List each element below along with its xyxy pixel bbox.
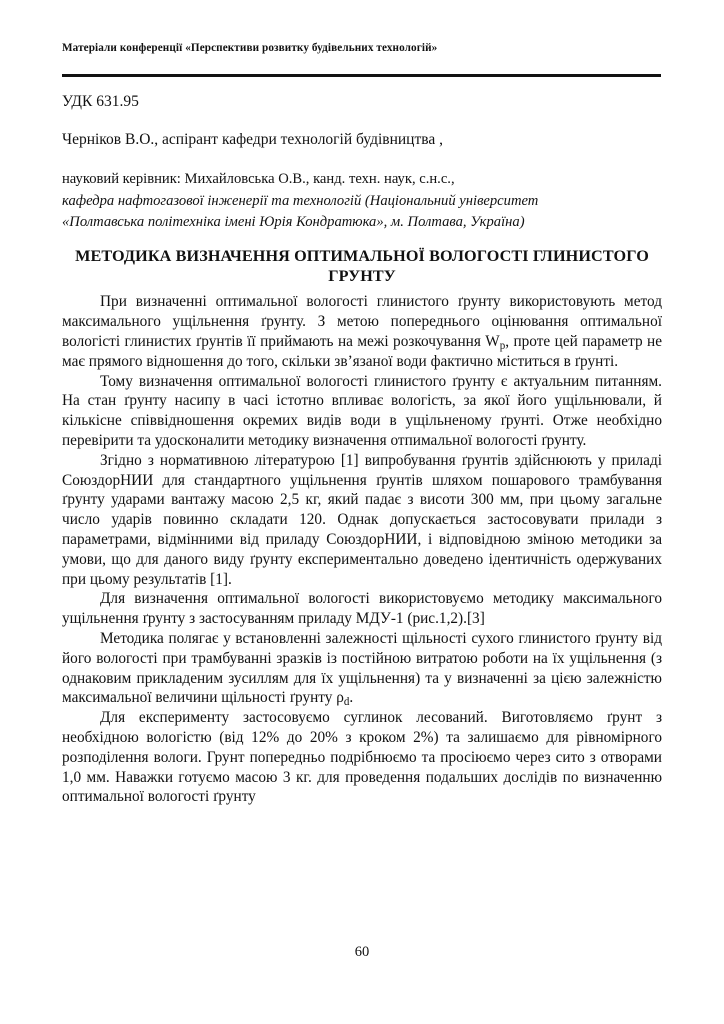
affiliation-line-1: кафедра нафтогазової інженерії та технологій (Національний університет [62,193,539,210]
page-title: МЕТОДИКА ВИЗНАЧЕННЯ ОПТИМАЛЬНОЇ ВОЛОГОСТІ ГЛИНИСТОГО ГРУНТУ [75,246,649,285]
subscript-p: p [499,340,506,353]
affiliation-block [62,191,662,232]
body-paragraph-1 [62,292,662,371]
header-rule [62,74,661,77]
paragraph-5-text-after-symbol: . [349,689,354,707]
body-paragraph-3: Згідно з нормативною літературою [1] випробування ґрунтів здійснюють у приладі СоюздорНИИ для стандартного ущільнення ґрунтів шляхом пошарового трамбування ґрунту ударами вантажу масою 2,5 кг, який падає з висоти 300 мм, при цьому загальне число ударів повинно складати 120. Однак допускається застосовувати прилади з параметрами, відмінними від приладу СоюздорНИИ, і відповідною зміною методики за умови, що для даного виду ґрунту експериментально доведено ідентичність одержуваних при цьому результатів [1]. [62,451,662,588]
udc-code: УДК 631.95 [62,93,139,110]
affiliation-line-2: «Полтавська політехніка імені Юрія Кондратюка», м. Полтава, Україна) [62,214,525,231]
body-paragraph-5 [62,629,662,708]
body-paragraph-4: Для визначення оптимальної вологості використовуємо методику максимального ущільнення ґрунту з застосуванням приладу МДУ-1 (рис.1,2).[3] [62,590,662,628]
subscript-d: d [343,696,350,709]
page-content [62,92,662,807]
paragraph-1-text-after-symbol: , проте цей параметр не має прямого відношення до того, скільки зв’язаної води фактично міститься в ґрунті. [62,333,663,370]
paragraph-5-text-before-symbol: Методика полягає у встановленні залежності щільності сухого глинистого ґрунту від його вологості при трамбуванні зразків із постійною витратою роботи на їх ущільнення (з однаковим прикладеним зусиллям для їх ущільнення) та у визначенні за цією залежністю максимальної величини щільності ґрунту ρ [62,629,662,707]
body-paragraph-6: Для експерименту застосовуємо суглинок лесований. Виготовляємо ґрунт з необхідною вологістю (від 12% до 20% з кроком 2%) та залишаємо для рівномірного розподілення вологи. Грунт попередньо подрібнюємо та просіюємо через сито з отворами 1,0 мм. Наважки готуємо масою 3 кг. для проведення подальших дослідів по визначенню оптимальної вологості ґрунту [62,709,662,806]
paragraph-1-text-before-symbol: При визначенні оптимальної вологості глинистого ґрунту використовують метод максимального ущільнення ґрунту. З метою попереднього оцінювання оптимальної вологісті глинистих ґрунтів її приймають на межі розкочування W [62,293,662,351]
supervisor-line: науковий керівник: Михайловська О.В., канд. техн. наук, с.н.с., [62,170,455,187]
body-paragraph-2: Тому визначення оптимальної вологості глинистого ґрунту є актуальним питанням. На стан ґрунту насипу в часі істотно впливає вологість, за якої його ущільнювали, й кількісне співвідношення окремих видів води в ущільненому ґрунті. Отже необхідно перевірити та удосконалити методику визначення отпимальної вологості ґрунту. [62,372,662,450]
page-number: 60 [354,944,370,960]
author-line: Черніков В.О., аспірант кафедри технологій будівництва , [62,131,443,149]
running-head: Матеріали конференції «Перспективи розвитку будівельних технологій» [62,42,438,54]
